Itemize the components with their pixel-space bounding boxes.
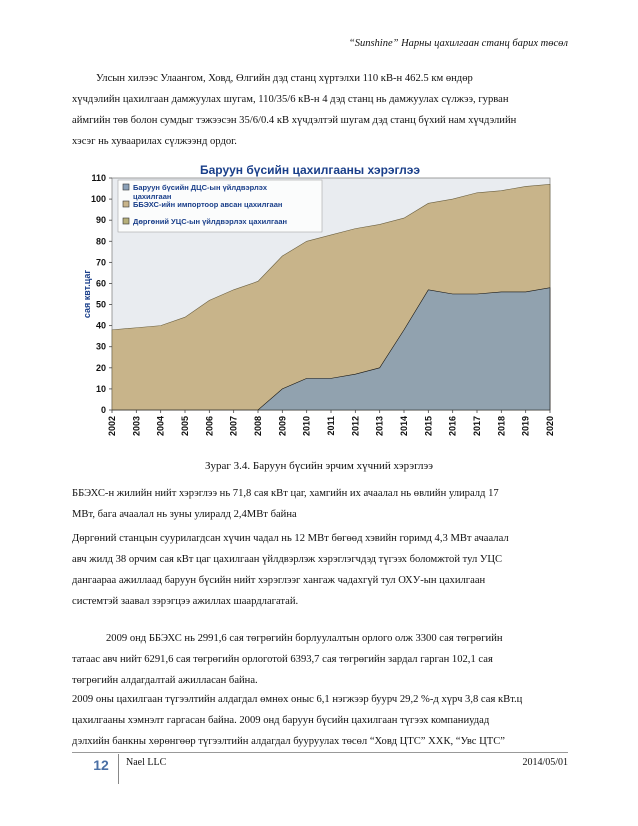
paragraph-intro xyxy=(72,68,566,152)
legend-label: цахилгаан xyxy=(133,192,172,201)
x-tick-label: 2011 xyxy=(326,416,336,436)
y-tick-label: 40 xyxy=(95,320,106,331)
text-line: татаас авч нийт 6291,6 сая төгрөгийн орлоготой 6393,7 сая төгрөгийн зардал гарган 102,1 сая xyxy=(72,654,493,665)
y-tick-label: 70 xyxy=(95,257,106,268)
y-axis-label: сая квт.цаг xyxy=(82,269,92,319)
page-header: “Sunshine” Нарны цахилгаан станц барих төсөл xyxy=(348,38,568,49)
text-line: цахилгааны хэмнэлт гаргасан байна. 2009 онд баруун бүсийн цахилгаан түгээх компаниудад xyxy=(72,715,490,726)
text-line: дангаараа ажиллаад баруун бүсийн нийт хэрэглээг хангаж чадахгүй тул ОХУ-ын цахилгаан xyxy=(72,575,486,586)
text-line: 2009 оны цахилгаан түгээлтийн алдагдал өмнөх оныс 6,1 нэгжээр буурч 29,2 %-д хүрч 3,8 сая кВт.ц xyxy=(72,694,523,705)
paragraph-consumption xyxy=(72,483,566,525)
x-tick-label: 2010 xyxy=(301,416,312,437)
footer-separator xyxy=(118,754,119,784)
x-tick-label: 2014 xyxy=(399,416,409,437)
text-line: ББЭХС-н жилийн нийт хэрэглээ нь 71,8 сая кВт цаг, хамгийн их ачаалал нь өвлийн улиралд 17 xyxy=(72,488,499,499)
chart-svg xyxy=(80,160,562,453)
page-number: 12 xyxy=(93,757,109,773)
paragraph-finance xyxy=(72,628,566,691)
legend-swatch xyxy=(123,184,129,190)
x-tick-label: 2018 xyxy=(496,416,507,437)
text-line: 2009 онд ББЭХС нь 2991,6 сая төгрөгийн борлуулалтын орлого олж 3300 сая төгрөгийн xyxy=(106,633,503,644)
x-tick-label: 2008 xyxy=(253,416,263,437)
paragraph-durgun xyxy=(72,528,566,612)
text-line: Дөргөний станцын суурилагдсан хүчин чадал нь 12 МВт бөгөөд хэвийн горимд 4,3 МВт ачаалал xyxy=(72,533,509,544)
text-line: дэлхийн банкны хөрөнгөөр түгээлтийн алдагдал бууруулах төсөл “Ховд ЦТС” ХХК, “Увс ЦТС” xyxy=(72,736,505,747)
x-tick-label: 2013 xyxy=(374,416,385,437)
x-tick-label: 2017 xyxy=(472,416,482,437)
footer-date: 2014/05/01 xyxy=(522,757,568,768)
y-tick-label: 90 xyxy=(95,215,106,226)
consumption-chart xyxy=(80,160,562,453)
x-tick-label: 2004 xyxy=(155,416,166,437)
figure-caption: Зураг 3.4. Баруун бүсийн эрчим хүчний хэрэглээ xyxy=(205,460,433,472)
x-tick-label: 2006 xyxy=(204,416,215,437)
legend-swatch xyxy=(123,201,129,207)
x-tick-label: 2015 xyxy=(423,416,434,437)
x-tick-label: 2003 xyxy=(131,416,142,437)
y-tick-label: 50 xyxy=(95,299,106,310)
y-tick-label: 0 xyxy=(100,405,106,415)
x-tick-label: 2002 xyxy=(107,416,117,437)
legend-swatch xyxy=(123,218,129,224)
x-tick-label: 2007 xyxy=(228,416,239,437)
footer-divider xyxy=(72,752,568,753)
footer-company: Nael LLC xyxy=(126,757,167,768)
text-line: аймгийн төв болон сумдыг тэжээсэн 35/6/0.4 кВ хүчдэлтэй шугам дэд станц бүхий нам хүчдэлийн xyxy=(72,115,517,126)
y-tick-label: 110 xyxy=(91,173,106,183)
paragraph-losses xyxy=(72,689,566,752)
legend-label: ББЭХС-ийн импортоор авсан цахилгаан xyxy=(133,200,283,209)
y-tick-label: 30 xyxy=(95,341,106,352)
x-tick-label: 2020 xyxy=(545,416,555,437)
y-tick-label: 100 xyxy=(90,194,106,205)
x-tick-label: 2012 xyxy=(350,416,361,437)
legend-label: Дөргөний УЦС-ын үйлдвэрлэх цахилгаан xyxy=(133,217,288,226)
text-line: төгрөгийн алдагдалтай ажилласан байна. xyxy=(72,675,258,686)
y-tick-label: 20 xyxy=(95,362,106,373)
x-tick-label: 2009 xyxy=(277,416,288,437)
text-line: хэсэг нь хуваарилах сүлжээнд ордог. xyxy=(72,136,237,147)
text-line: авч жилд 38 орчим сая кВт цаг цахилгаан үйлдвэрлэж хэрэглэгчдэд түгээх боломжтой тул УЦС xyxy=(72,554,503,565)
legend-label: Баруун бүсийн ДЦС-ын үйлдвэрлэх xyxy=(133,183,267,192)
y-tick-label: 80 xyxy=(95,236,106,247)
x-tick-label: 2019 xyxy=(520,416,531,437)
y-tick-label: 10 xyxy=(95,383,106,394)
text-line: хүчдэлийн цахилгаан дамжуулах шугам, 110/35/6 кВ-н 4 дэд станц нь дамжуулах сүлжээ, гурван xyxy=(72,94,509,105)
x-tick-label: 2005 xyxy=(180,416,190,437)
text-line: Улсын хилээс Улаангом, Ховд, Өлгийн дэд станц хүртэлхи 110 кВ-н 462.5 км өндөр xyxy=(96,73,473,84)
text-line: МВт, бага ачаалал нь зуны улиралд 2,4МВт байна xyxy=(72,509,297,520)
chart-title: Баруун бүсийн цахилгааны хэрэглээ xyxy=(199,163,421,177)
text-line: системтэй заавал зэрэгцээ ажиллах шаардлагатай. xyxy=(72,596,299,607)
x-tick-label: 2016 xyxy=(447,416,458,437)
y-tick-label: 60 xyxy=(95,278,106,289)
